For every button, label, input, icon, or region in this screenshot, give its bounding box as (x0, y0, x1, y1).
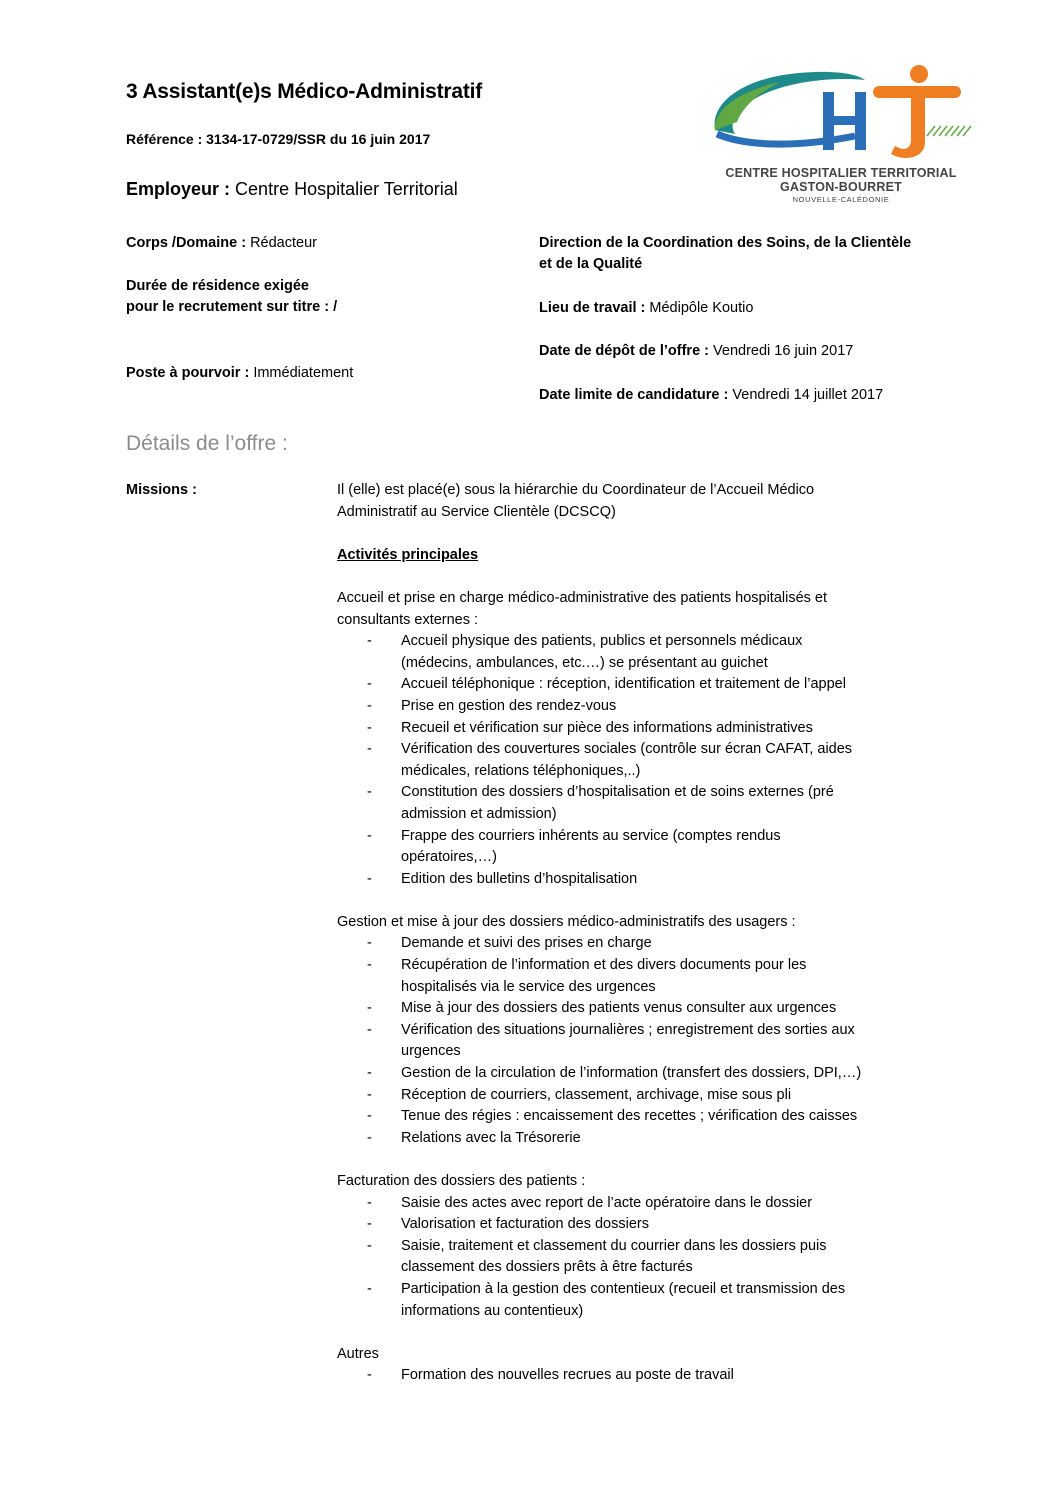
section3-list (337, 1193, 937, 1323)
list-item-line: médicales, relations téléphoniques,..) (401, 762, 641, 779)
dash-bullet: - (367, 676, 372, 693)
list-item (337, 1020, 937, 1063)
list-item (337, 998, 937, 1020)
intro-line1: Il (elle) est placé(e) sous la hiérarchie du Coordinateur de l’Accueil Médico (337, 482, 815, 498)
reference: Référence : 3134-17-0729/SSR du 16 juin 2017 (126, 131, 431, 147)
list-item-line: Récupération de l’information et des divers documents pour les (401, 957, 807, 974)
logo-line1: CENTRE HOSPITALIER TERRITORIAL (725, 166, 957, 180)
list-item (337, 718, 937, 740)
date-limite (539, 385, 883, 406)
list-item (337, 631, 937, 674)
list-item-line: Accueil téléphonique : réception, identification et traitement de l’appel (401, 676, 846, 693)
list-item (337, 1214, 937, 1236)
list-item (337, 674, 937, 696)
limite-label: Date limite de candidature : (539, 387, 729, 403)
list-item-line: hospitalisés via le service des urgences (401, 978, 656, 995)
direction-line2: et de la Qualité (539, 256, 643, 272)
dash-bullet: - (367, 1216, 372, 1233)
list-item-line: Frappe des courriers inhérents au service (comptes rendus (401, 827, 781, 844)
lieu-travail (539, 298, 753, 319)
duree-line2-label: pour le recrutement sur titre : (126, 299, 330, 315)
dash-bullet: - (367, 935, 372, 952)
details-heading: Détails de l’offre : (126, 432, 288, 455)
list-item (337, 1193, 937, 1215)
list-item-line: informations au contentieux) (401, 1302, 584, 1319)
intro-line2: Administratif au Service Clientèle (DCSCQ) (337, 503, 616, 520)
list-item (337, 933, 937, 955)
dash-bullet: - (367, 1065, 372, 1082)
section1-heading-line2: consultants externes : (337, 611, 479, 628)
list-item (337, 1365, 937, 1387)
list-item (337, 739, 937, 782)
section1-heading-line1: Accueil et prise en charge médico-administrative des patients hospitalisés et (337, 589, 828, 606)
cht-logo (705, 62, 977, 207)
list-item (337, 1128, 937, 1150)
dash-bullet: - (367, 1237, 372, 1254)
section2-list (337, 933, 937, 1149)
list-item-line: Accueil physique des patients, publics et personnels médicaux (401, 633, 803, 650)
limite-value: Vendredi 14 juillet 2017 (732, 387, 884, 403)
list-item-line: Vérification des couvertures sociales (contrôle sur écran CAFAT, aides (401, 741, 853, 758)
dash-bullet: - (367, 1086, 372, 1103)
dash-bullet: - (367, 1280, 372, 1297)
list-item (337, 696, 937, 718)
list-item-line: opératoires,…) (401, 849, 497, 866)
dash-bullet: - (367, 1129, 372, 1146)
direction-line1: Direction de la Coordination des Soins, de la Clientèle (539, 235, 912, 251)
corps-value: Rédacteur (250, 235, 317, 251)
section3-heading: Facturation des dossiers des patients : (337, 1173, 586, 1189)
duree-value: / (333, 299, 338, 315)
dash-bullet: - (367, 697, 372, 714)
dash-bullet: - (367, 719, 372, 736)
dash-bullet: - (367, 827, 372, 844)
list-item (337, 1279, 937, 1322)
list-item-line: Constitution des dossiers d’hospitalisation et de soins externes (pré (401, 784, 834, 801)
dash-bullet: - (367, 633, 372, 650)
list-item-line: Edition des bulletins d’hospitalisation (401, 870, 638, 887)
employer-label: Employeur : (126, 179, 231, 199)
list-item (337, 782, 937, 825)
cht-logo-mark (705, 62, 977, 166)
list-item-line: Gestion de la circulation de l’information (transfert des dossiers, DPI,…) (401, 1065, 862, 1082)
employer (126, 179, 458, 200)
list-item (337, 1085, 937, 1107)
corps-domaine (126, 233, 317, 254)
dash-bullet: - (367, 741, 372, 758)
list-item-line: classement des dossiers prêts à être facturés (401, 1259, 693, 1276)
date-depot (539, 341, 853, 362)
lieu-value: Médipôle Koutio (649, 300, 754, 316)
section4-list (337, 1365, 937, 1387)
poste-value: Immédiatement (253, 365, 354, 381)
section2-heading: Gestion et mise à jour des dossiers médico-administratifs des usagers : (337, 913, 796, 930)
direction (539, 233, 911, 275)
list-item-line: Recueil et vérification sur pièce des informations administratives (401, 719, 813, 736)
section4-heading: Autres (337, 1345, 379, 1362)
duree-line1: Durée de résidence exigée (126, 278, 309, 294)
list-item-line: Participation à la gestion des contentieux (recueil et transmission des (401, 1280, 846, 1297)
depot-label: Date de dépôt de l’offre : (539, 343, 709, 359)
dash-bullet: - (367, 957, 372, 974)
list-item-line: Valorisation et facturation des dossiers (401, 1216, 649, 1233)
list-item-line: Saisie, traitement et classement du courrier dans les dossiers puis (401, 1237, 827, 1254)
list-item-line: admission et admission) (401, 805, 557, 822)
list-item (337, 955, 937, 998)
page-title: 3 Assistant(e)s Médico-Administratif (126, 80, 483, 103)
dash-bullet: - (367, 1194, 372, 1211)
list-item (337, 1063, 937, 1085)
list-item-line: Formation des nouvelles recrues au poste de travail (401, 1367, 734, 1384)
list-item-line: (médecins, ambulances, etc.…) se présentant au guichet (401, 654, 768, 671)
list-item (337, 869, 937, 891)
dash-bullet: - (367, 1367, 372, 1384)
logo-line2: GASTON-BOURRET (779, 180, 902, 194)
dash-bullet: - (367, 1000, 372, 1017)
list-item-line: Demande et suivi des prises en charge (401, 935, 652, 952)
corps-label: Corps /Domaine : (126, 235, 247, 251)
list-item (337, 1236, 937, 1279)
logo-line3: NOUVELLE-CALÉDONIE (792, 195, 890, 204)
poste-label: Poste à pourvoir : (126, 365, 250, 381)
list-item-line: Saisie des actes avec report de l’acte opératoire dans le dossier (401, 1194, 813, 1211)
list-item-line: Réception de courriers, classement, archivage, mise sous pli (401, 1086, 792, 1103)
list-item-line: Prise en gestion des rendez-vous (401, 697, 617, 714)
missions-body (337, 480, 937, 1387)
list-item-line: Tenue des régies : encaissement des recettes ; vérification des caisses (401, 1108, 858, 1125)
depot-value: Vendredi 16 juin 2017 (713, 343, 854, 359)
list-item-line: Relations avec la Trésorerie (401, 1129, 581, 1146)
dash-bullet: - (367, 870, 372, 887)
lieu-label: Lieu de travail : (539, 300, 646, 316)
dash-bullet: - (367, 1108, 372, 1125)
employer-value: Centre Hospitalier Territorial (235, 179, 458, 199)
list-item-line: urgences (401, 1043, 461, 1060)
list-item-line: Mise à jour des dossiers des patients venus consulter aux urgences (401, 1000, 837, 1017)
section1-list (337, 631, 937, 890)
activities-heading: Activités principales (337, 546, 479, 563)
duree-residence (126, 276, 337, 318)
dash-bullet: - (367, 1021, 372, 1038)
poste-a-pourvoir (126, 363, 353, 384)
missions-label: Missions : (126, 482, 197, 498)
list-item (337, 826, 937, 869)
list-item-line: Vérification des situations journalières ; enregistrement des sorties aux (401, 1021, 855, 1038)
list-item (337, 1106, 937, 1128)
dash-bullet: - (367, 784, 372, 801)
